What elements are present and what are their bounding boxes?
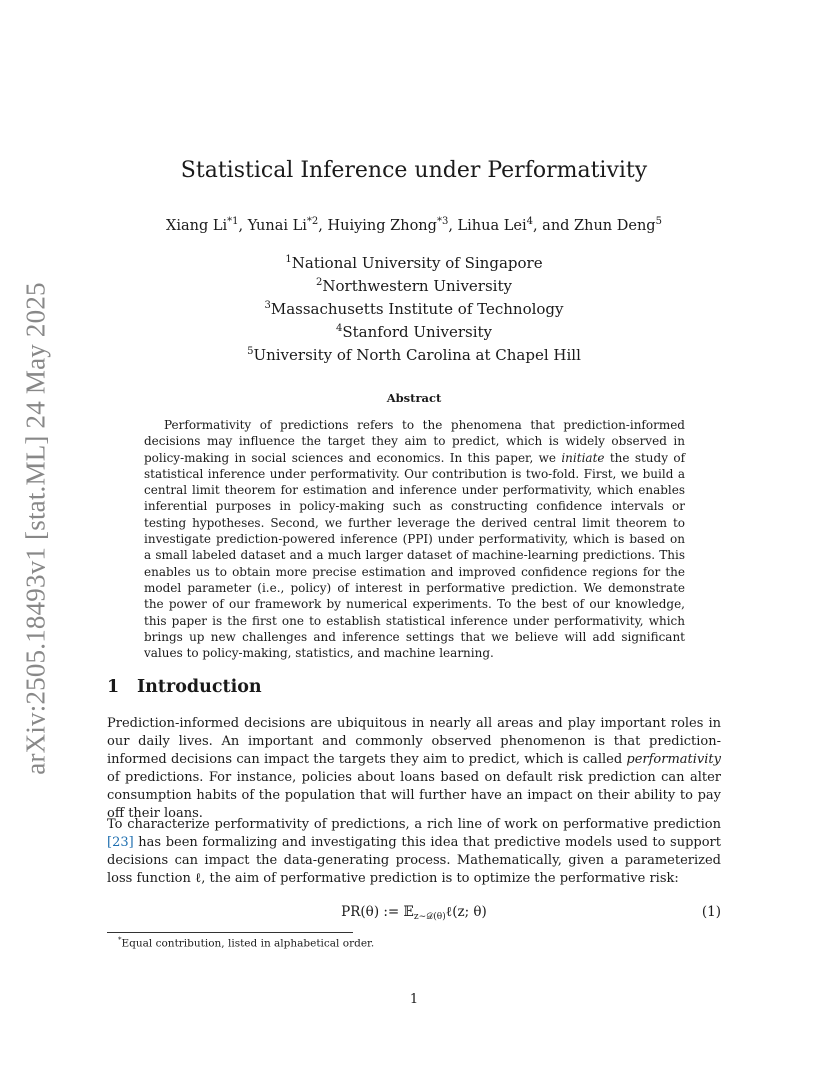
author-list: Xiang Li$^{*1}$, Yunai Li$^{*2}$, Huiying Zhong$^{*3}$, Lihua Lei$^4$, and Zhun Deng$^5$: [166, 216, 662, 234]
intro-paragraph-2: To characterize performativity of predictions, a rich line of work on performative prediction [23] has been formalizing and investigating this idea that predictive models used to support decisions can impact the data-generating process. Mathematically, given a parameterized loss function ℓ, the aim of performative prediction is to optimize the performative risk:: [107, 817, 721, 886]
affiliation: [0, 296, 828, 319]
intro-paragraph-1: Prediction-informed decisions are ubiquitous in nearly all areas and play important roles in our daily lives. An important and commonly observed phenomenon is that prediction-informed decisions can impact the targets they aim to predict, which is called performativity of predictions. For instance, policies about loans based on default risk prediction can alter consumption habits of the population that will further have an impact on their ability to pay off their loans.: [107, 716, 721, 821]
arxiv-identifier: arXiv:2505.18493v1 [stat.ML] 24 May 2025: [20, 281, 51, 775]
affiliation-mark: 4: [335, 323, 343, 334]
footnote: [118, 936, 374, 950]
affiliation-name: Stanford University: [342, 323, 493, 341]
author-conjunction: and: [542, 217, 570, 234]
affiliation: [0, 319, 828, 342]
author-mark: *1: [227, 216, 239, 227]
paper-title: Statistical Inference under Performativity: [180, 158, 648, 183]
affiliation-mark: 3: [264, 300, 271, 311]
affiliation: [0, 273, 828, 296]
author-name: Huiying Zhong: [327, 217, 437, 234]
author-mark: *2: [306, 216, 319, 227]
author-name: Zhun Deng: [574, 217, 656, 234]
affiliation-mark: 5: [247, 346, 254, 357]
affiliation: [0, 342, 828, 365]
section-heading: [107, 677, 262, 697]
footnote-mark: *: [118, 936, 122, 944]
author-name: Lihua Lei: [457, 217, 527, 234]
footnote-text: Equal contribution, listed in alphabetical order.: [121, 937, 375, 950]
affiliation-mark: 2: [316, 277, 323, 288]
author-name: Xiang Li: [166, 217, 228, 234]
affiliation-list: [0, 250, 828, 365]
author-mark: *3: [436, 216, 449, 227]
section-title: Introduction: [137, 677, 262, 697]
paragraph-emphasis: performativity: [626, 752, 721, 767]
page-number: 1: [409, 992, 419, 1007]
affiliation: [0, 250, 828, 273]
affiliation-mark: 1: [285, 254, 292, 265]
abstract-emphasis: initiate: [561, 450, 605, 465]
author-name: Yunai Li: [247, 217, 307, 234]
equation-subscript: z∼𝒟(θ): [413, 912, 446, 922]
footnote-divider: [107, 932, 353, 933]
equation-body: PR(θ) := 𝔼$_{z\sim 𝒟(\theta)}$ℓ(z; θ): [341, 904, 487, 922]
author-mark: 5: [655, 216, 662, 227]
equation-number: (1): [701, 904, 721, 920]
author-mark: 4: [526, 216, 533, 227]
affiliation-name: University of North Carolina at Chapel Hill: [253, 346, 581, 364]
affiliation-name: Massachusetts Institute of Technology: [270, 300, 564, 318]
section-number: 1: [107, 677, 120, 697]
abstract-heading: Abstract: [386, 391, 442, 405]
abstract-text: Performativity of predictions refers to the phenomena that prediction-informed decisions may influence the target they aim to predict, which is widely observed in policy-making in social sciences and economics. In this paper, we initiate the study of statistical inference under performativity. Our contribution is two-fold. First, we build a central limit theorem for estimation and inference under performativity, which enables inferential purposes in policy-making such as constructing confidence intervals or testing hypotheses. Second, we further leverage the derived central limit theorem to investigate prediction-powered inference (PPI) under performativity, which is based on a small labeled dataset and a much larger dataset of machine-learning predictions. This enables us to obtain more precise estimation and improved confidence regions for the model parameter (i.e., policy) of interest in performative prediction. We demonstrate the power of our framework by numerical experiments. To the best of our knowledge, this paper is the first one to establish statistical inference under performativity, which brings up new challenges and inference settings that we believe will add significant values to policy-making, statistics, and machine learning.: [144, 418, 686, 661]
affiliation-name: National University of Singapore: [291, 254, 543, 272]
citation-link[interactable]: [23]: [107, 835, 134, 850]
equation-performative-risk: [107, 904, 721, 924]
affiliation-name: Northwestern University: [322, 277, 512, 295]
